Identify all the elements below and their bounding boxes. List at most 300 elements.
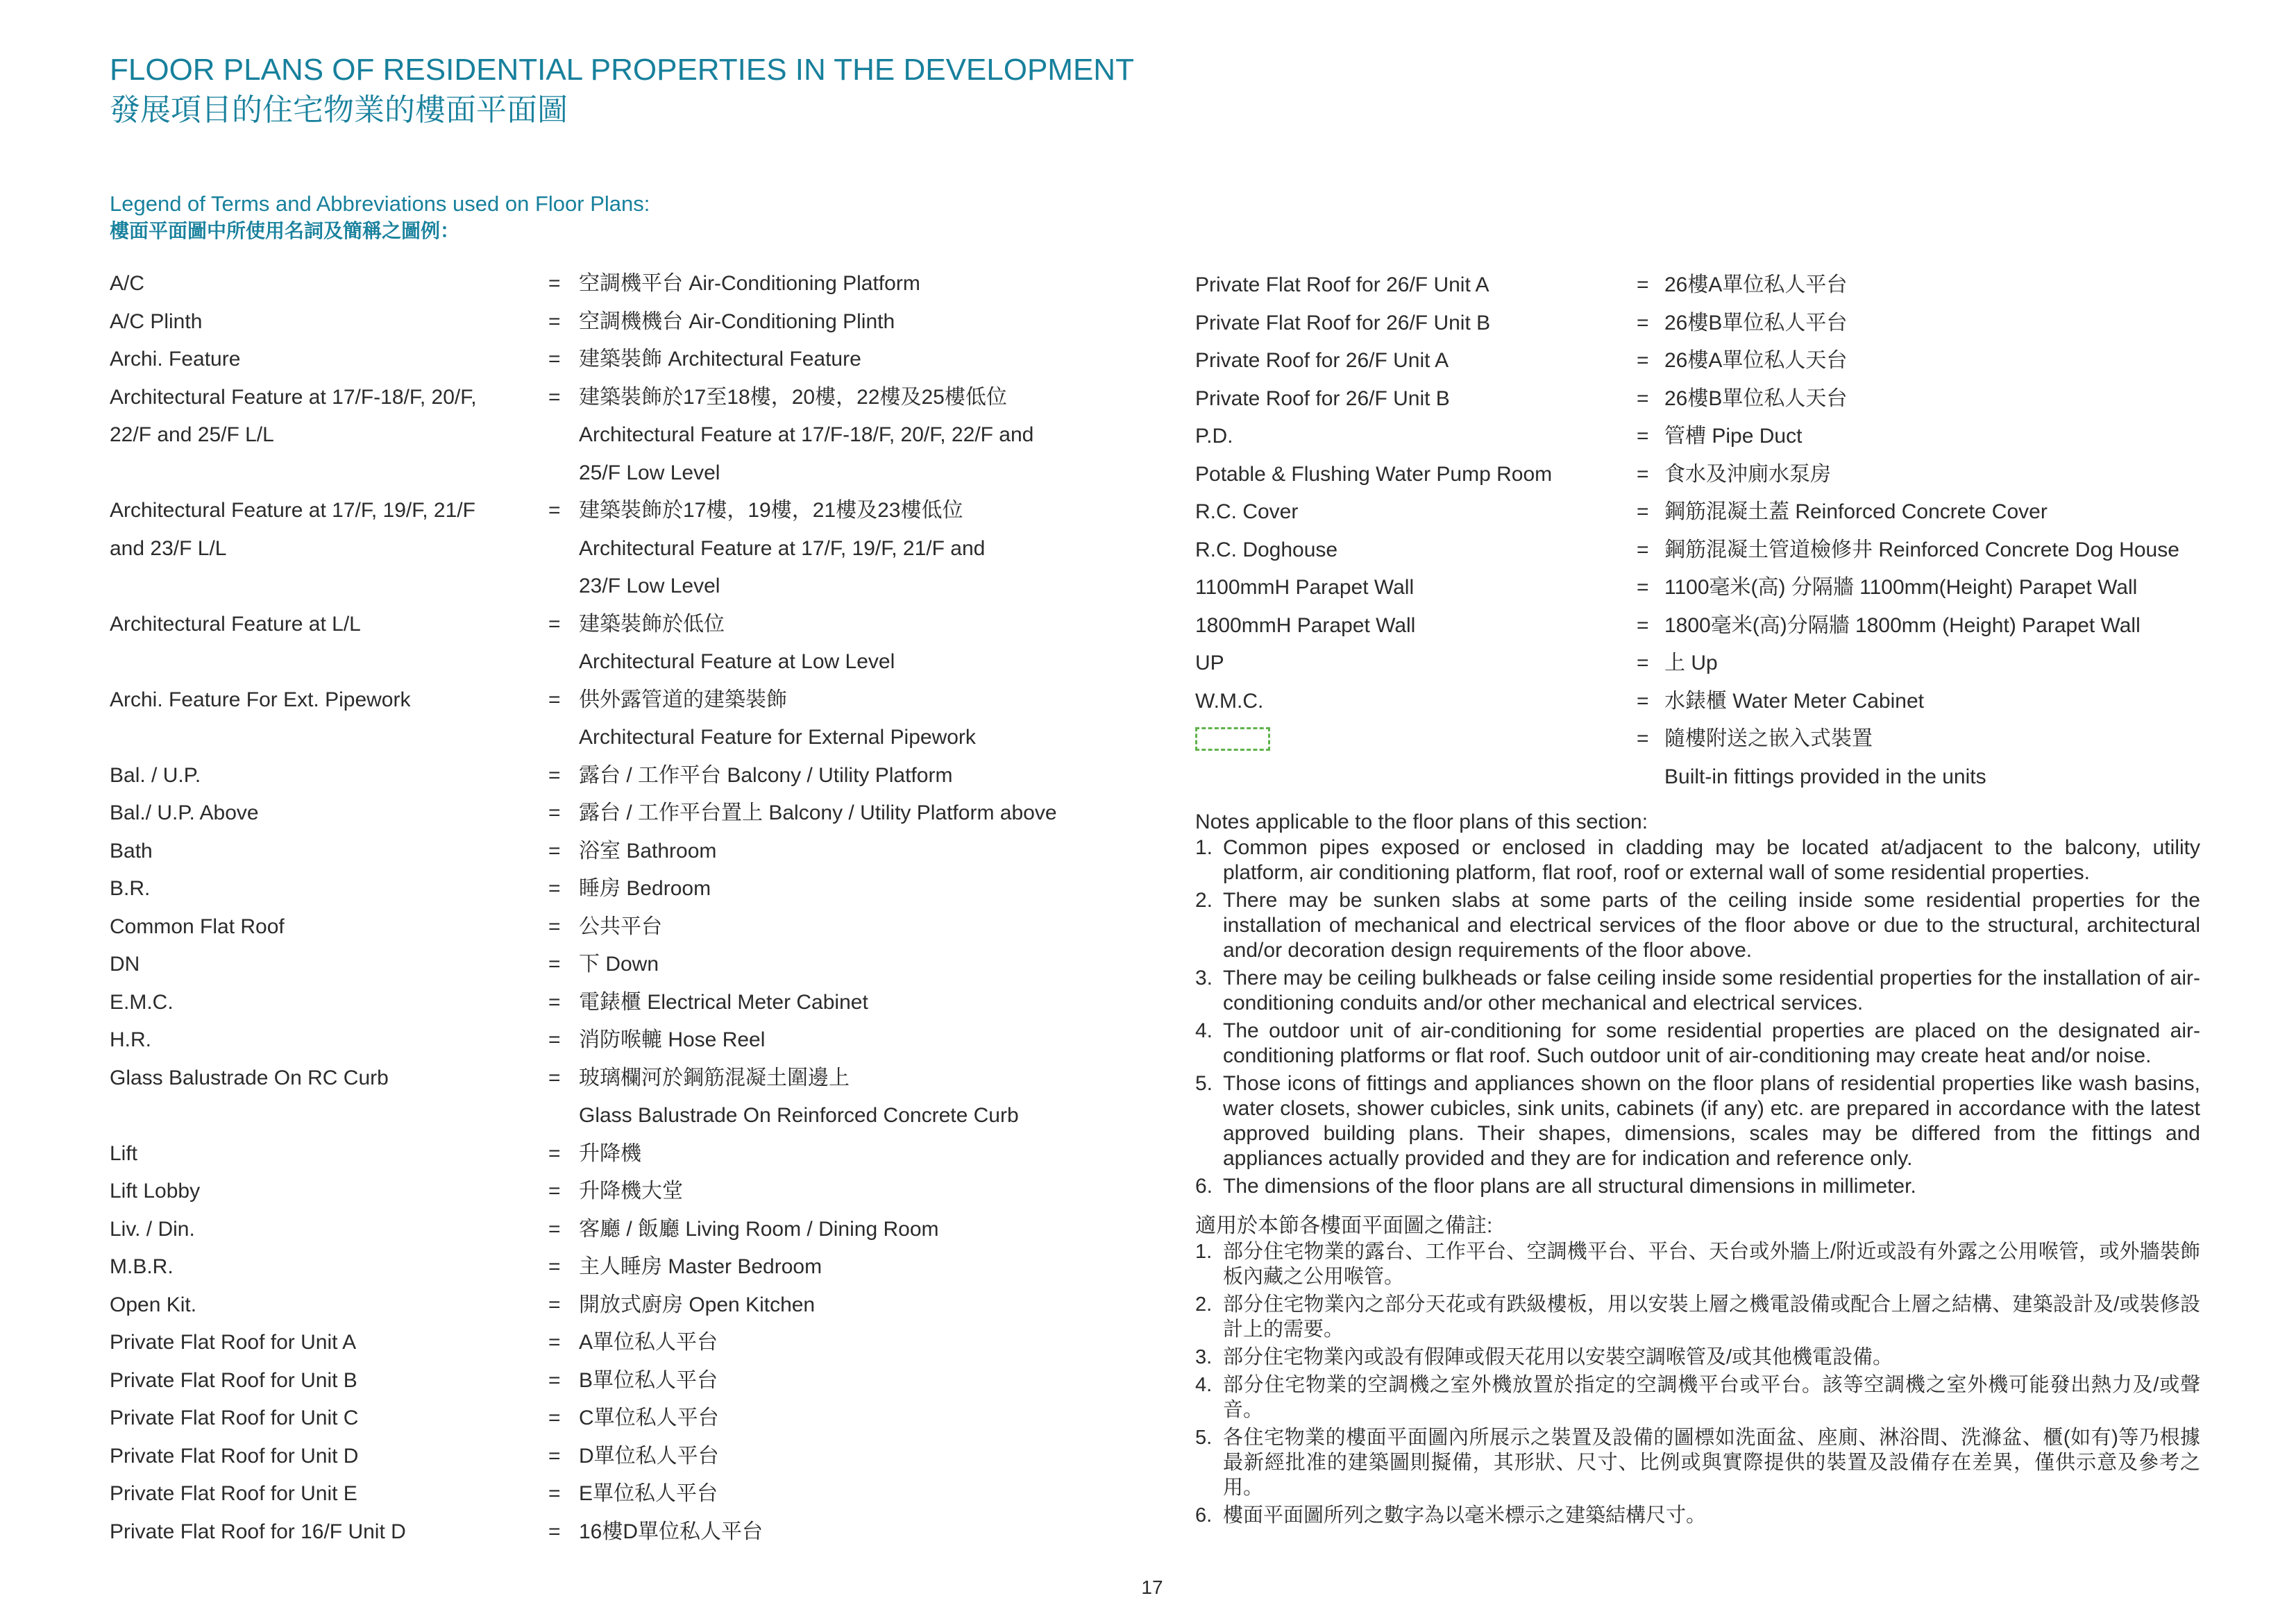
legend-entry [110,1324,1123,1362]
legend-term-line: E.M.C. [110,990,174,1014]
note-text: 部分住宅物業的露台、工作平台、空調機平台、平台、天台或外牆上/附近或設有外露之公用喉管，或外牆裝飾板內藏之公用喉管。 [1223,1241,2200,1288]
legend-meaning-line: Built-in fittings provided in the units [1664,765,1986,788]
legend-entry [110,303,1123,341]
note-text: 各住宅物業的樓面平面圖內所展示之裝置及設備的圖標如洗面盆、座廁、淋浴間、洗滌盆、櫃(如有)等乃根據最新經批准的建築圖則擬備，其形狀、尺寸、比例或與實際提供的裝置及設備存在差異，僅供示意及參考之用。 [1223,1427,2200,1499]
legend-meaning [1664,493,2209,532]
legend-term-line: R.C. Doghouse [1195,538,1338,561]
equals-sign: = [1637,386,1649,410]
legend-term [1195,607,1619,645]
legend-meaning-line: Architectural Feature for External Pipework [579,726,976,749]
note-item [1195,1503,2200,1528]
legend-meaning-line: 空調機平台 Air-Conditioning Platform [579,272,920,295]
legend-term-line: Private Flat Roof for 16/F Unit D [110,1520,406,1543]
legend-meaning-line: 空調機機台 Air-Conditioning Plinth [579,309,895,333]
legend-meaning-line: 26樓A單位私人天台 [1664,349,1848,372]
equals-sign: = [1637,538,1649,561]
legend-term [110,1135,533,1173]
equals-sign: = [548,763,561,787]
legend-meaning [579,794,1123,833]
note-number: 5. [1195,1072,1213,1095]
note-number: 1. [1195,1241,1213,1263]
legend-entry [110,1362,1123,1400]
legend-term [1195,305,1619,343]
legend-meaning [579,1211,1123,1249]
legend-term [110,1248,533,1286]
legend-entry [1195,493,2209,532]
legend-title-en: Legend of Terms and Abbreviations used on Floor Plans: [110,192,650,216]
legend-term-line: Private Flat Roof for Unit D [110,1444,359,1468]
legend-term-line: A/C Plinth [110,309,203,333]
legend-meaning-line: D單位私人平台 [579,1444,719,1468]
legend-term-line: Archi. Feature [110,348,241,371]
legend-term [110,1211,533,1249]
legend-term-line: UP [1195,652,1224,674]
legend-entry [1195,418,2209,456]
note-text: Those icons of fittings and appliances shown on the floor plans of residential properties like wash basins, water closets, shower cubicles, sink units, cabinets (if any) etc. are prepared in accordance with the latest approved building plans. Their shapes, dimensions, scales may be differed from the fittings and appliances actually provided and they are for indication and reference only. [1223,1072,2200,1170]
legend-term [110,1286,533,1325]
note-number: 3. [1195,967,1213,989]
page-title-en: FLOOR PLANS OF RESIDENTIAL PROPERTIES IN THE DEVELOPMENT [110,53,1134,87]
legend-term-line: Common Flat Roof [110,915,285,938]
note-item [1195,1239,2200,1289]
legend-meaning-line: 23/F Low Level [579,575,720,597]
legend-entry [110,1475,1123,1513]
legend-entry [110,757,1123,795]
equals-sign: = [548,1255,561,1278]
legend-entry [110,1286,1123,1325]
legend-term [1195,380,1619,418]
legend-entry [110,606,1123,681]
legend-term-line: and 23/F L/L [110,536,227,560]
legend-entry [110,1021,1123,1060]
legend-meaning-line: 建築裝飾於低位 [579,612,725,636]
legend-entry [110,833,1123,871]
equals-sign: = [548,1520,561,1543]
legend-meaning [1664,305,2209,343]
legend-meaning [579,1513,1123,1552]
note-number: 4. [1195,1374,1213,1396]
legend-entry [1195,532,2209,570]
legend-term-line: Private Roof for 26/F Unit A [1195,349,1449,372]
legend-term [1195,342,1619,380]
equals-sign: = [1637,500,1649,523]
equals-sign: = [548,1141,561,1165]
equals-sign: = [548,688,561,711]
legend-entry [110,1173,1123,1211]
equals-sign: = [548,348,561,371]
legend-meaning-line: 浴室 Bathroom [579,839,717,863]
equals-sign: = [548,990,561,1014]
equals-sign: = [1637,576,1649,599]
legend-meaning [1664,380,2209,418]
legend-term-line: Private Roof for 26/F Unit B [1195,386,1450,410]
note-text: The outdoor unit of air-conditioning for some residential properties are placed on the designated air-conditioning platforms or flat roof. Such outdoor unit of air-conditioning may create heat and/or noise. [1223,1019,2200,1067]
equals-sign: = [548,1368,561,1392]
legend-term [1195,266,1619,305]
legend-meaning-line: 隨樓附送之嵌入式裝置 [1664,727,1873,750]
legend-term-line: A/C [110,272,145,295]
legend-term [1195,720,1619,751]
equals-sign: = [548,1293,561,1316]
legend-meaning-line: 露台 / 工作平台 Balcony / Utility Platform [579,763,953,787]
legend-meaning-line: 睡房 Bedroom [579,877,711,900]
legend-term [1195,493,1619,532]
legend-entry [110,1513,1123,1552]
legend-meaning [1664,532,2209,570]
legend-meaning [579,492,1123,606]
legend-term [110,1438,533,1476]
legend-meaning-line: 26樓A單位私人平台 [1664,273,1848,296]
legend-term-line: Architectural Feature at 17/F-18/F, 20/F, [110,385,477,409]
equals-sign: = [548,839,561,863]
legend-term [110,794,533,833]
legend-term-line: H.R. [110,1028,151,1051]
note-item [1195,835,2200,885]
legend-entry [110,1135,1123,1173]
legend-term [110,1021,533,1060]
legend-meaning [579,946,1123,984]
legend-term [110,379,533,454]
legend-entry [110,1211,1123,1249]
legend-term-line: Architectural Feature at 17/F, 19/F, 21/F [110,499,475,522]
legend-term-line: Lift Lobby [110,1180,201,1203]
legend-meaning [579,870,1123,908]
legend-term-line: W.M.C. [1195,689,1264,713]
legend-meaning [579,606,1123,681]
equals-sign: = [548,385,561,409]
legend-entry [1195,607,2209,645]
note-item [1195,1292,2200,1342]
equals-sign: = [548,309,561,333]
legend-term-line: P.D. [1195,425,1233,448]
legend-term [110,303,533,341]
legend-meaning [579,833,1123,871]
legend-term-line: Bath [110,839,153,863]
equals-sign: = [548,915,561,938]
legend-entry [1195,266,2209,305]
equals-sign: = [1637,652,1649,674]
notes-section [1195,809,2200,1531]
legend-entry [110,1060,1123,1135]
notes-zh-heading: 適用於本節各樓面平面圖之備註: [1195,1214,1493,1237]
legend-term [110,1324,533,1362]
legend-term [1195,456,1619,494]
legend-term-line: Architectural Feature at L/L [110,612,361,636]
legend-meaning [579,379,1123,493]
note-number: 4. [1195,1019,1213,1042]
legend-meaning-line: 露台 / 工作平台置上 Balcony / Utility Platform above [579,801,1057,824]
legend-meaning-line: 供外露管道的建築裝飾 [579,688,787,711]
equals-sign: = [548,1028,561,1051]
legend-entry [110,341,1123,379]
note-number: 6. [1195,1504,1213,1527]
legend-meaning-line: A單位私人平台 [579,1331,718,1354]
legend-meaning [579,1286,1123,1325]
legend-meaning-line: 1800毫米(高)分隔牆 1800mm (Height) Parapet Wall [1664,613,2141,637]
note-item [1195,1071,2200,1171]
legend-meaning-line: 1100毫米(高) 分隔牆 1100mm(Height) Parapet Wall [1664,576,2138,599]
legend-meaning-line: 鋼筋混凝土管道檢修井 Reinforced Concrete Dog House [1664,538,2179,561]
legend-meaning-line: 建築裝飾 Architectural Feature [579,348,861,371]
legend-meaning [579,1060,1123,1135]
legend-term [110,946,533,984]
legend-term-line: Glass Balustrade On RC Curb [110,1066,389,1089]
note-text: The dimensions of the floor plans are all structural dimensions in millimeter. [1223,1175,1916,1198]
legend-meaning [579,1135,1123,1173]
legend-entry [110,265,1123,303]
legend-meaning [1664,569,2209,607]
legend-term-line: B.R. [110,877,151,900]
legend-term-line: Archi. Feature For Ext. Pipework [110,688,411,711]
legend-meaning [579,303,1123,341]
equals-sign: = [548,1180,561,1203]
legend-term-line: Private Flat Roof for Unit E [110,1482,357,1505]
legend-term-line: 1800mmH Parapet Wall [1195,613,1416,637]
legend-term [110,1400,533,1438]
legend-term-line: DN [110,953,140,976]
note-text: There may be sunken slabs at some parts of the ceiling inside some residential properties for the installation of mechanical and electrical services of the floor above or due to the structural, architectural and/or decoration design requirements of the floor above. [1223,889,2200,962]
legend-meaning-line: 升降機大堂 [579,1180,683,1203]
legend-term-line: 1100mmH Parapet Wall [1195,576,1415,599]
note-item [1195,1019,2200,1069]
legend-entry [1195,720,2209,796]
equals-sign: = [1637,311,1649,334]
legend-term [110,492,533,568]
legend-entry [1195,645,2209,683]
notes-en-heading: Notes applicable to the floor plans of this section: [1195,810,1648,833]
equals-sign: = [548,1407,561,1429]
legend-entry [110,1248,1123,1286]
legend-entry [110,870,1123,908]
legend-term-line: Bal./ U.P. Above [110,801,259,824]
legend-entry [1195,305,2209,343]
legend-meaning-line: 鋼筋混凝土蓋 Reinforced Concrete Cover [1664,500,2048,523]
legend-meaning-line: 主人睡房 Master Bedroom [579,1255,822,1278]
equals-sign: = [548,1066,561,1089]
legend-term [1195,532,1619,570]
legend-term-line: Bal. / U.P. [110,763,201,787]
legend-meaning [1664,720,2209,796]
legend-meaning-line: Architectural Feature at Low Level [579,650,895,673]
legend-term [110,757,533,795]
legend-entry [1195,683,2209,721]
legend-meaning [1664,456,2209,494]
legend-term-line: Potable & Flushing Water Pump Room [1195,462,1553,486]
note-number: 2. [1195,1293,1213,1316]
legend-term [110,908,533,946]
legend-meaning [579,1475,1123,1513]
legend-meaning-line: C單位私人平台 [579,1407,719,1429]
legend-term [1195,569,1619,607]
legend-meaning-line: 26樓B單位私人天台 [1664,386,1848,410]
legend-meaning-line: 建築裝飾於17至18樓，20樓，22樓及25樓低位 [579,385,1007,409]
legend-meaning [579,1173,1123,1211]
legend-meaning-line: 25/F Low Level [579,461,720,484]
legend-meaning [579,908,1123,946]
legend-meaning [579,681,1123,757]
legend-meaning-line: 公共平台 [579,915,662,938]
legend-meaning-line: E單位私人平台 [579,1482,718,1505]
legend-meaning [1664,266,2209,305]
equals-sign: = [548,499,561,522]
legend-term-line: R.C. Cover [1195,500,1299,523]
legend-meaning [579,757,1123,795]
legend-term-line: 22/F and 25/F L/L [110,423,274,446]
note-text: 部分住宅物業的空調機之室外機放置於指定的空調機平台或平台。該等空調機之室外機可能發出熱力及/或聲音。 [1223,1374,2200,1421]
legend-entry [1195,569,2209,607]
legend-meaning-line: 玻璃欄河於鋼筋混凝土圍邊上 [579,1066,850,1089]
legend-title [110,190,650,244]
legend-meaning-line: Glass Balustrade On Reinforced Concrete Curb [579,1104,1019,1127]
legend-meaning-line: 電錶櫃 Electrical Meter Cabinet [579,990,868,1014]
built-in-fittings-symbol-icon [1195,727,1270,751]
notes-en-list [1195,835,2200,1199]
equals-sign: = [548,953,561,976]
legend-meaning [1664,342,2209,380]
legend-term [110,833,533,871]
legend-term [1195,683,1619,721]
legend-term-line: M.B.R. [110,1255,174,1278]
note-text: 樓面平面圖所列之數字為以毫米標示之建築結構尺寸。 [1223,1504,1707,1527]
legend-term [110,341,533,379]
equals-sign: = [1637,273,1649,296]
legend-entry [1195,380,2209,418]
legend-meaning-line: 管槽 Pipe Duct [1664,425,1803,448]
legend-entry [110,794,1123,833]
legend-term [110,1475,533,1513]
legend-meaning-line: Architectural Feature at 17/F, 19/F, 21/F and [579,536,986,560]
legend-term [1195,418,1619,456]
note-item [1195,1174,2200,1199]
legend-meaning-line: Architectural Feature at 17/F-18/F, 20/F, 22/F and [579,423,1034,446]
legend-meaning-line: 客廳 / 飯廳 Living Room / Dining Room [579,1217,939,1241]
legend-entry [110,379,1123,493]
note-item [1195,1373,2200,1422]
legend-meaning [1664,683,2209,721]
legend-entry [110,1438,1123,1476]
legend-meaning [579,1438,1123,1476]
legend-term-line: Private Flat Roof for Unit A [110,1331,357,1354]
legend-meaning-line: 下 Down [579,953,659,976]
equals-sign: = [548,877,561,900]
legend-term [110,606,533,644]
legend-term-line: Liv. / Din. [110,1217,195,1241]
legend-meaning-line: 上 Up [1664,652,1718,674]
note-text: There may be ceiling bulkheads or false ceiling inside some residential properties for the installation of air-conditioning conduits and/or other mechanical and electrical services. [1223,967,2200,1014]
legend-entry [1195,342,2209,380]
equals-sign: = [548,801,561,824]
note-number: 3. [1195,1346,1213,1368]
equals-sign: = [1637,689,1649,713]
legend-left-column [110,265,1123,1551]
equals-sign: = [548,1331,561,1354]
legend-meaning [1664,607,2209,645]
legend-meaning-line: 26樓B單位私人平台 [1664,311,1848,334]
legend-meaning [579,341,1123,379]
equals-sign: = [1637,349,1649,372]
note-number: 2. [1195,889,1213,912]
legend-term [110,1513,533,1552]
equals-sign: = [548,1444,561,1468]
legend-meaning [579,1021,1123,1060]
page-title-zh: 發展項目的住宅物業的樓面平面圖 [110,93,568,127]
legend-meaning [579,1362,1123,1400]
legend-term [110,870,533,908]
legend-meaning [579,1324,1123,1362]
legend-term [110,1173,533,1211]
legend-term [110,1060,533,1098]
notes-en [1195,809,2200,1199]
legend-meaning-line: 升降機 [579,1141,641,1165]
note-number: 5. [1195,1427,1213,1449]
legend-meaning [579,1400,1123,1438]
legend-entry [110,681,1123,757]
legend-meaning-line: B單位私人平台 [579,1368,718,1392]
legend-term [1195,645,1619,683]
legend-term [110,265,533,303]
legend-meaning [579,1248,1123,1286]
equals-sign: = [1637,613,1649,637]
legend-term-line: Private Flat Roof for 26/F Unit A [1195,273,1489,296]
legend-entry [1195,456,2209,494]
legend-entry [110,908,1123,946]
note-item [1195,888,2200,963]
legend-term-line: Private Flat Roof for Unit C [110,1407,359,1429]
legend-term-line: Lift [110,1141,138,1165]
legend-meaning-line: 開放式廚房 Open Kitchen [579,1293,816,1316]
equals-sign: = [548,612,561,636]
equals-sign: = [548,1217,561,1241]
equals-sign: = [1637,462,1649,486]
legend-term-line: Open Kit. [110,1293,197,1316]
note-text: Common pipes exposed or enclosed in cladding may be located at/adjacent to the balcony, utility platform, air conditioning platform, flat roof, roof or external wall of some residential properties. [1223,836,2200,884]
page-number: 17 [1141,1577,1163,1598]
page-title [110,50,1134,130]
legend-meaning [1664,418,2209,456]
legend-title-zh: 樓面平面圖中所使用名詞及簡稱之圖例： [110,220,460,241]
note-text: 部分住宅物業內之部分天花或有跌級樓板，用以安裝上層之機電設備或配合上層之結構、建築設計及/或裝修設計上的需要。 [1223,1293,2200,1341]
note-item [1195,1425,2200,1500]
equals-sign: = [1637,425,1649,448]
legend-term [110,681,533,720]
note-item [1195,1345,2200,1370]
legend-meaning-line: 食水及沖廁水泵房 [1664,462,1831,486]
legend-meaning [1664,645,2209,683]
notes-zh-list [1195,1239,2200,1528]
legend-meaning-line: 16樓D單位私人平台 [579,1520,763,1543]
legend-meaning [579,265,1123,303]
notes-zh [1195,1213,2200,1528]
legend-right-column [1195,266,2209,796]
equals-sign: = [1637,727,1649,750]
equals-sign: = [548,1482,561,1505]
note-number: 1. [1195,836,1213,859]
legend-meaning-line: 建築裝飾於17樓，19樓，21樓及23樓低位 [579,499,963,522]
legend-term [110,984,533,1022]
legend-meaning [579,984,1123,1022]
legend-term-line: Private Flat Roof for Unit B [110,1368,357,1392]
legend-entry [110,1400,1123,1438]
legend-entry [110,492,1123,606]
note-number: 6. [1195,1175,1213,1198]
note-item [1195,966,2200,1016]
legend-entry [110,984,1123,1022]
legend-meaning-line: 水錶櫃 Water Meter Cabinet [1664,689,1924,713]
legend-entry [110,946,1123,984]
legend-meaning-line: 消防喉轆 Hose Reel [579,1028,766,1051]
note-text: 部分住宅物業內或設有假陣或假天花用以安裝空調喉管及/或其他機電設備。 [1223,1346,1893,1368]
legend-term [110,1362,533,1400]
